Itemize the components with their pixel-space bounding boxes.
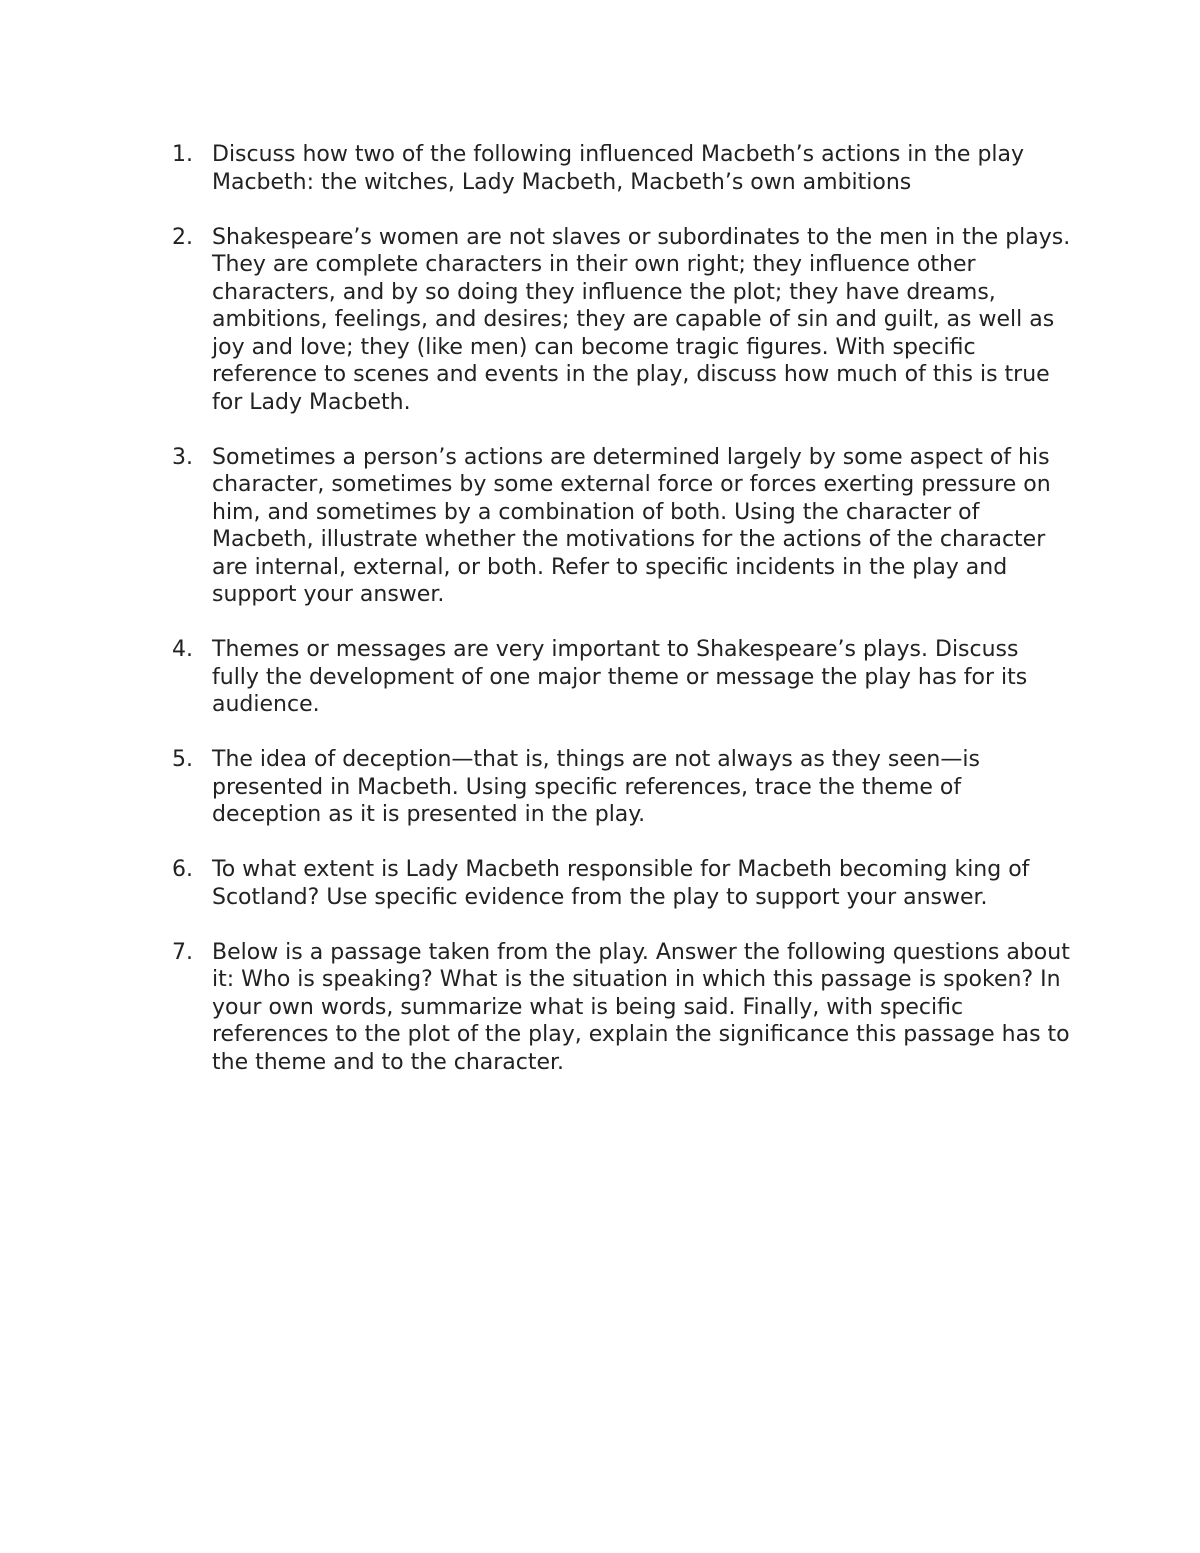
question-number: 6. bbox=[172, 857, 193, 882]
question-text: Sometimes a person’s actions are determined largely by some aspect of his character, sometimes by some external force or forces exerting pressure on him, and sometimes by a combination of both. Using the character of Macbeth, illustrate whether the motivations for the actions of the character are internal, external, or both. Refer to specific incidents in the play and support your answer. bbox=[212, 444, 1051, 607]
question-text: Themes or messages are very important to Shakespeare’s plays. Discuss fully the development of one major theme or message the play has for its audience. bbox=[212, 637, 1028, 717]
question-list bbox=[172, 141, 1072, 1104]
question-number: 5. bbox=[172, 747, 193, 772]
question-text: To what extent is Lady Macbeth responsible for Macbeth becoming king of Scotland? Use specific evidence from the play to support your answer. bbox=[212, 857, 1030, 910]
question-number: 4. bbox=[172, 637, 193, 662]
question-item-6 bbox=[172, 856, 1072, 911]
question-item-2 bbox=[172, 224, 1072, 417]
question-number: 2. bbox=[172, 224, 193, 250]
question-item-1 bbox=[172, 141, 1072, 196]
question-item-3 bbox=[172, 444, 1072, 609]
question-text: The idea of deception—that is, things are not always as they seen—is presented in Macbeth. Using specific references, trace the theme of deception as it is presented in the play. bbox=[212, 747, 980, 827]
question-number: 1. bbox=[172, 142, 193, 167]
question-number: 7. bbox=[172, 939, 193, 965]
question-item-7 bbox=[172, 939, 1072, 1077]
question-text: Discuss how two of the following influenced Macbeth’s actions in the play Macbeth: the witches, Lady Macbeth, Macbeth’s own ambitions bbox=[212, 142, 1025, 195]
question-text: Shakespeare’s women are not slaves or subordinates to the men in the plays. They are complete characters in their own right; they influence other characters, and by so doing they influence the plot; they have dreams, ambitions, feelings, and desires; they are capable of sin and guilt, as well as joy and love; they (like men) can become tragic figures. With specific reference to scenes and events in the play, discuss how much of this is true for Lady Macbeth. bbox=[212, 224, 1071, 415]
question-item-5 bbox=[172, 746, 1072, 829]
question-item-4 bbox=[172, 636, 1072, 719]
question-text: Below is a passage taken from the play. Answer the following questions about it: Who is speaking? What is the situation in which this passage is spoken? In your own words, summarize what is being said. Finally, with specific references to the plot of the play, explain the significance this passage has to the theme and to the character. bbox=[212, 939, 1070, 1075]
question-number: 3. bbox=[172, 444, 193, 470]
